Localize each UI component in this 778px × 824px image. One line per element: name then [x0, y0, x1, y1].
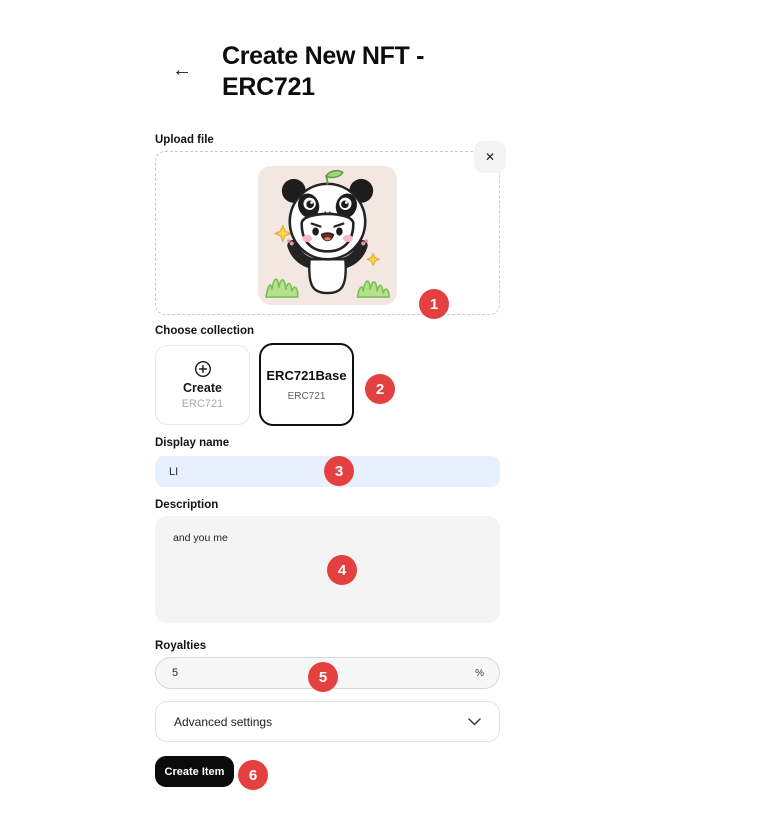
royalties-label: Royalties — [155, 640, 207, 652]
royalties-percent-suffix: % — [475, 667, 484, 679]
x-icon: ✕ — [484, 150, 496, 164]
annotation-badge-5: 5 — [308, 662, 338, 692]
chevron-down-icon — [468, 718, 481, 726]
annotation-badge-4: 4 — [327, 555, 357, 585]
create-collection-card[interactable] — [155, 345, 250, 425]
collection-card-subtitle: ERC721 — [287, 390, 326, 402]
upload-file-label: Upload file — [155, 134, 214, 146]
description-label: Description — [155, 499, 219, 511]
remove-file-button[interactable] — [474, 141, 506, 173]
annotation-badge-1: 1 — [419, 289, 449, 319]
collection-card-title: ERC721Base — [266, 367, 347, 383]
choose-collection-label: Choose collection — [155, 325, 255, 337]
annotation-badge-6: 6 — [238, 760, 268, 790]
upload-dropzone[interactable] — [155, 151, 500, 315]
collection-card-erc721base[interactable] — [259, 343, 354, 426]
advanced-settings-toggle[interactable] — [155, 701, 500, 742]
uploaded-image-panda — [258, 166, 397, 305]
page-title: Create New NFT - ERC721 — [222, 42, 425, 101]
advanced-settings-label: Advanced settings — [174, 714, 273, 729]
annotation-badge-2: 2 — [365, 374, 395, 404]
create-collection-title: Create — [183, 381, 222, 395]
back-button[interactable] — [168, 56, 196, 84]
plus-circle-icon — [194, 360, 212, 378]
display-name-label: Display name — [155, 437, 230, 449]
annotation-badge-3: 3 — [324, 456, 354, 486]
arrow-left-icon: ← — [172, 58, 192, 81]
create-item-button[interactable]: Create Item — [155, 756, 234, 787]
create-collection-subtitle: ERC721 — [181, 398, 224, 410]
